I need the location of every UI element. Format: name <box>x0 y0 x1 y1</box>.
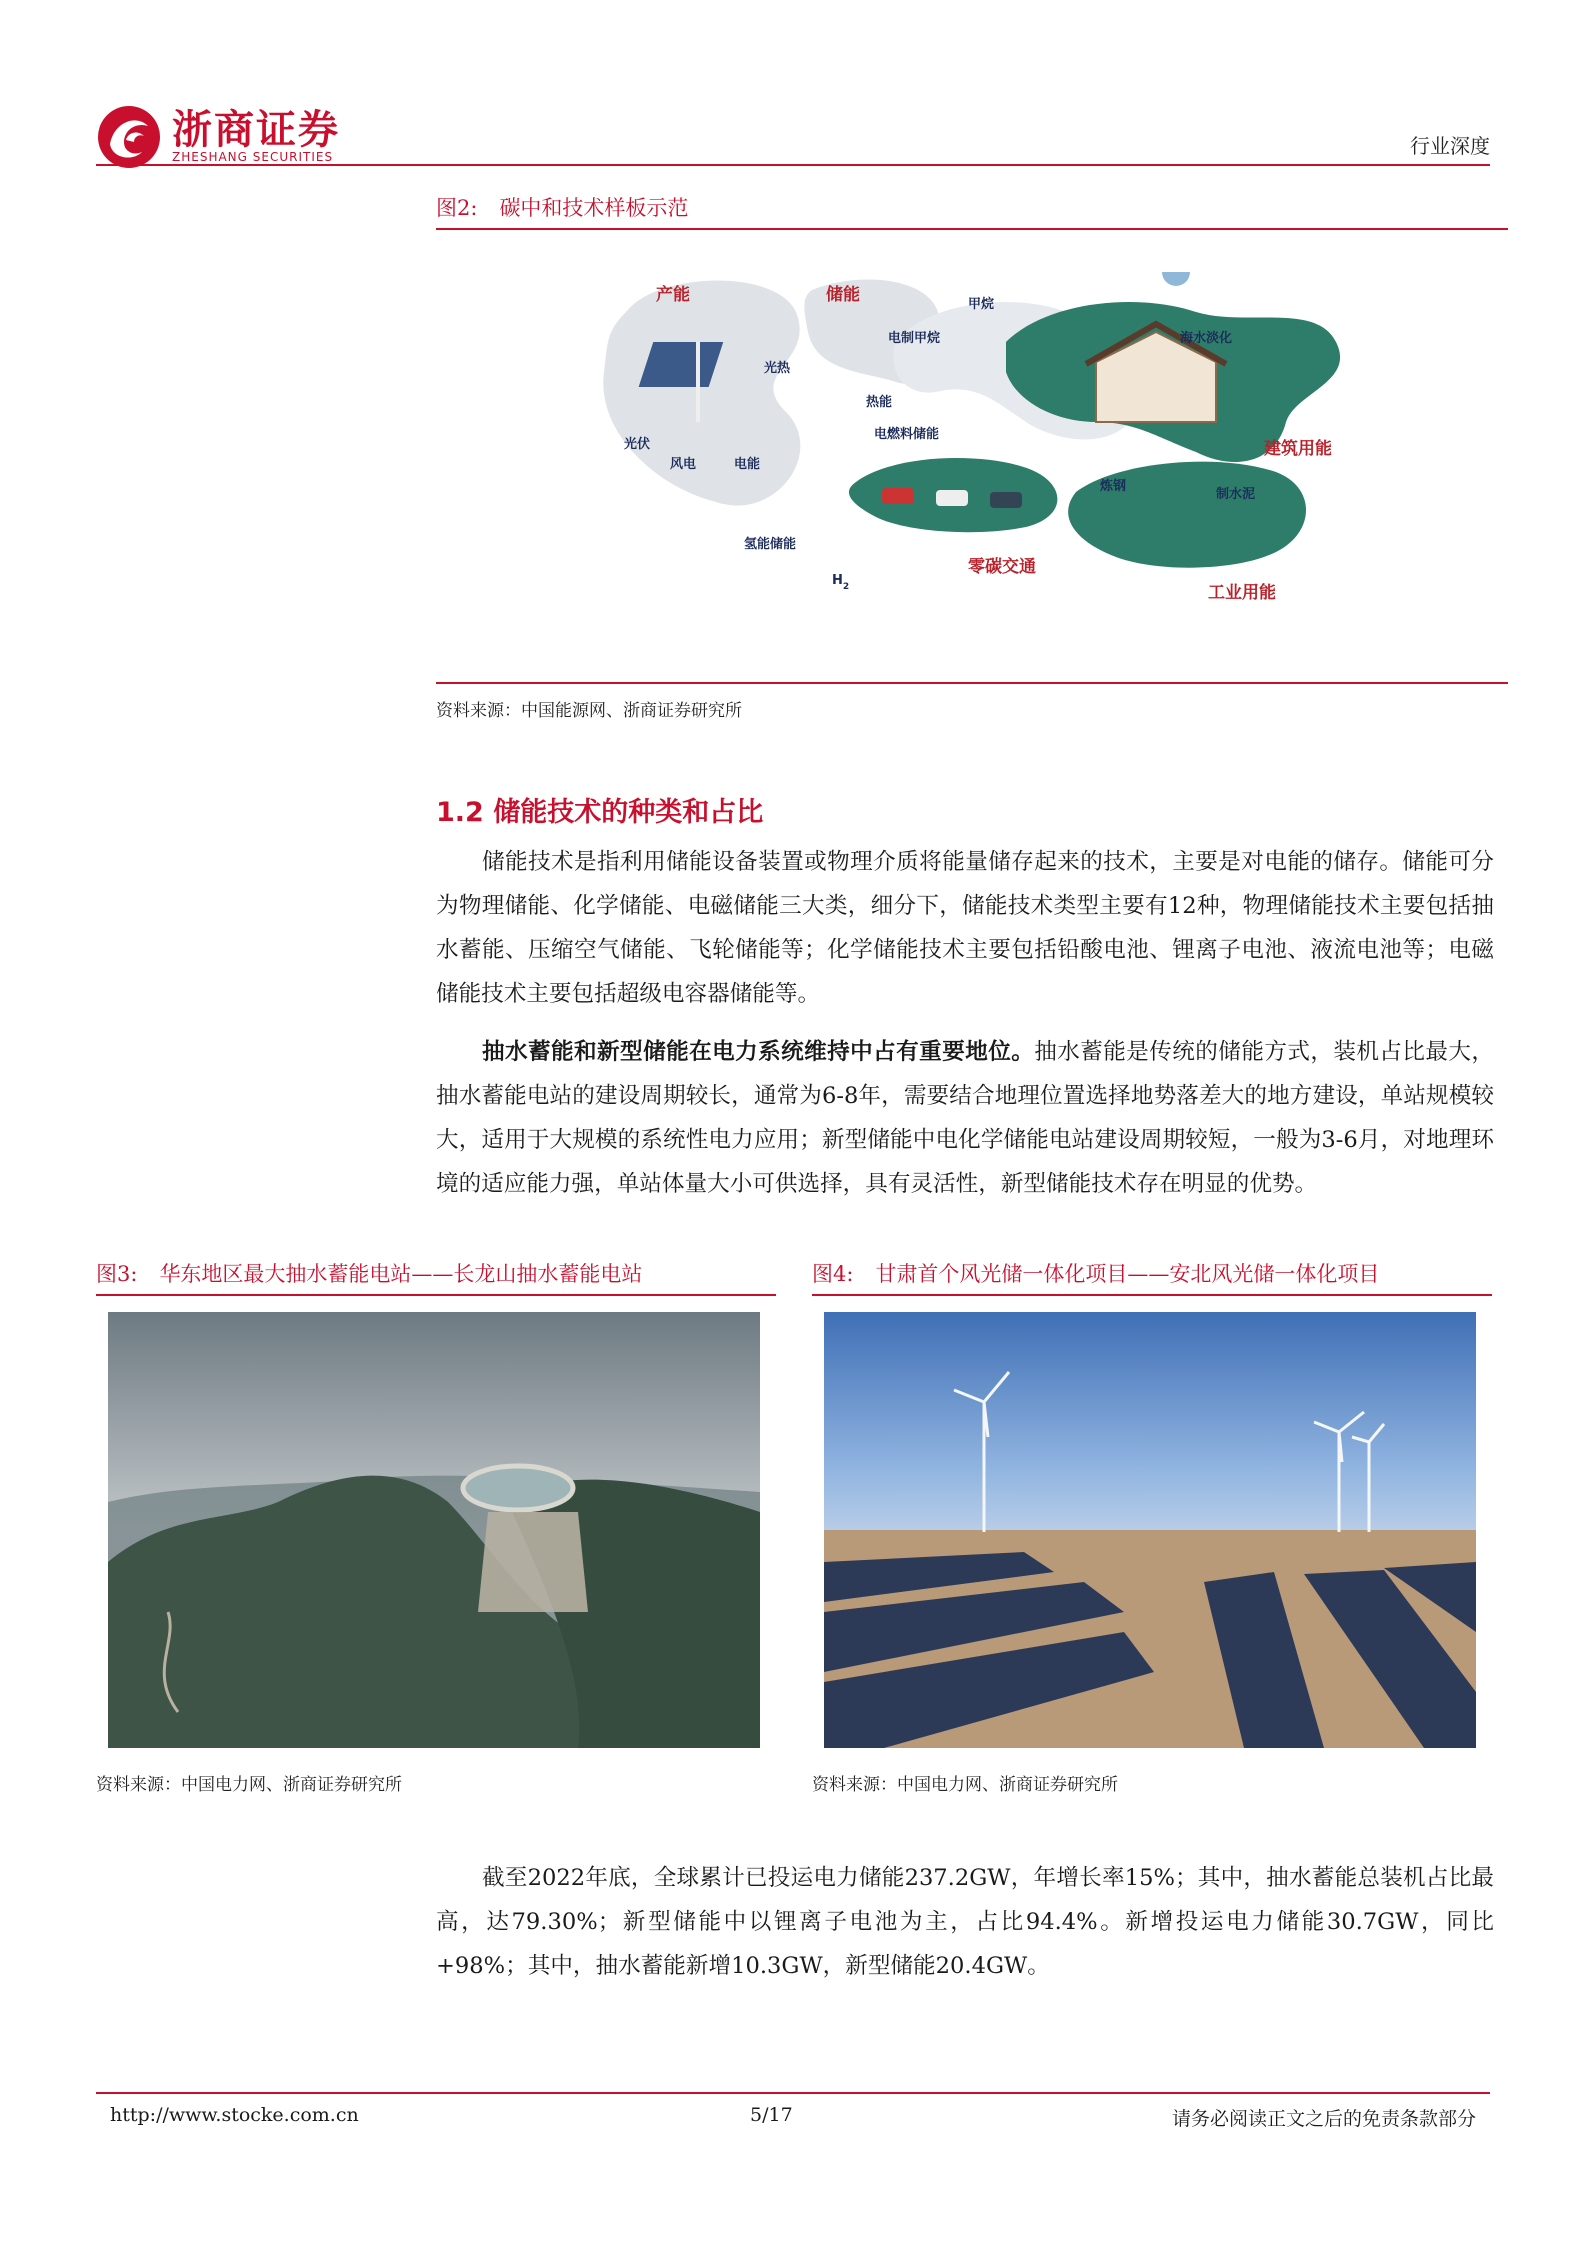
label-desalination: 海水淡化 <box>1180 331 1233 346</box>
figure2-source: 资料来源：中国能源网、浙商证券研究所 <box>436 701 742 721</box>
figure2-title: 碳中和技术样板示范 <box>499 196 689 220</box>
red-car <box>882 488 914 504</box>
report-type: 行业深度 <box>1410 134 1490 158</box>
label-heat-energy: 热能 <box>866 395 893 410</box>
paragraph-1: 储能技术是指利用储能设备装置或物理介质将能量储存起来的技术，主要是对电能的储存。储能可分为物理储能、化学储能、电磁储能三大类，细分下，储能技术类型主要有12种，物理储能技术主要包括抽水蓄能、压缩空气储能、飞轮储能等；化学储能技术主要包括铅酸电池、锂离子电池、液流电池等；电磁储能技术主要包括超级电容器储能等。 <box>436 849 1494 1007</box>
logo-english-name: ZHESHANG SECURITIES <box>172 150 334 164</box>
section-heading: 1.2 储能技术的种类和占比 <box>436 797 764 828</box>
footer-divider <box>96 2092 1490 2094</box>
logo-chinese-name: 浙商证券 <box>172 107 340 153</box>
label-power-to-methane: 电制甲烷 <box>888 331 941 346</box>
figure4-label: 图4: <box>812 1262 854 1286</box>
header-divider <box>96 164 1490 166</box>
label-methane: 甲烷 <box>968 297 995 312</box>
page-number: 5/17 <box>750 2104 793 2126</box>
label-building: 建筑用能 <box>1264 439 1332 459</box>
zheshang-logo-icon <box>96 104 162 170</box>
label-wind: 风电 <box>670 457 697 472</box>
footer-disclaimer: 请务必阅读正文之后的免责条款部分 <box>1171 2108 1476 2130</box>
label-h2-subscript: 2 <box>842 582 850 592</box>
figure3-caption <box>96 1258 642 1288</box>
paragraph-2-lead: 抽水蓄能和新型储能在电力系统维持中占有重要地位。 <box>482 1039 1035 1065</box>
label-h2-main: H <box>832 573 843 588</box>
figure3-source: 资料来源：中国电力网、浙商证券研究所 <box>96 1775 402 1795</box>
label-cement: 制水泥 <box>1216 487 1256 502</box>
label-solar-thermal: 光热 <box>764 361 791 376</box>
solar-panel <box>639 342 724 387</box>
blue-car <box>990 492 1022 508</box>
industry-land <box>1068 462 1306 568</box>
label-zero-carbon-transport: 零碳交通 <box>968 557 1036 577</box>
figure4-title: 甘肃首个风光储一体化项目——安北风光储一体化项目 <box>875 1262 1380 1286</box>
figure3-title: 华东地区最大抽水蓄能电站——长龙山抽水蓄能电站 <box>159 1262 643 1286</box>
paragraph-2 <box>436 1030 1494 1206</box>
label-electricity: 电能 <box>734 457 761 472</box>
label-pv: 光伏 <box>624 437 651 452</box>
figure3-label: 图3: <box>96 1262 138 1286</box>
figure2-caption <box>436 192 688 222</box>
production-bubble <box>603 280 800 505</box>
label-hydrogen-storage: 氢能储能 <box>744 537 797 552</box>
figure2-top-rule <box>436 228 1508 230</box>
paragraph-3: 截至2022年底，全球累计已投运电力储能237.2GW，年增长率15%；其中，抽水蓄能总装机占比最高，达79.30%；新型储能中以锂离子电池为主，占比94.4%。新增投运电力储能30.7GW，同比+98%；其中，抽水蓄能新增10.3GW，新型储能20.4GW。 <box>436 1865 1494 1979</box>
label-production: 产能 <box>656 285 690 305</box>
label-e-fuel: 电燃料储能 <box>874 427 940 442</box>
figure2-bottom-rule <box>436 682 1508 684</box>
pumped-storage-photo <box>108 1312 760 1748</box>
figure4-top-rule <box>812 1294 1492 1296</box>
figure2-label: 图2: <box>436 196 478 220</box>
upper-reservoir <box>463 1466 573 1510</box>
label-steel: 炼钢 <box>1100 479 1127 494</box>
figure4-caption <box>812 1258 1379 1288</box>
label-storage: 储能 <box>826 285 860 305</box>
desalination-tank <box>1162 272 1190 286</box>
white-car <box>936 490 968 506</box>
wind-solar-storage-photo <box>824 1312 1476 1748</box>
wind-turbine-mast <box>696 342 700 422</box>
label-industry: 工业用能 <box>1208 583 1276 603</box>
footer-url[interactable]: http://www.stocke.com.cn <box>110 2104 359 2126</box>
paragraph-2-body: 抽水蓄能是传统的储能方式，装机占比最大，抽水蓄能电站的建设周期较长，通常为6-8年，需要结合地理位置选择地势落差大的地方建设，单站规模较大，适用于大规模的系统性电力应用；新型储能中电化学储能电站建设周期较短，一般为3-6月，对地理环境的适应能力强，单站体量大小可供选择，具有灵活性，新型储能技术存在明显的优势。 <box>436 1039 1495 1197</box>
figure4-source: 资料来源：中国电力网、浙商证券研究所 <box>812 1775 1118 1795</box>
carbon-neutral-diagram <box>596 272 1356 612</box>
figure3-top-rule <box>96 1294 776 1296</box>
label-h2 <box>832 573 849 592</box>
